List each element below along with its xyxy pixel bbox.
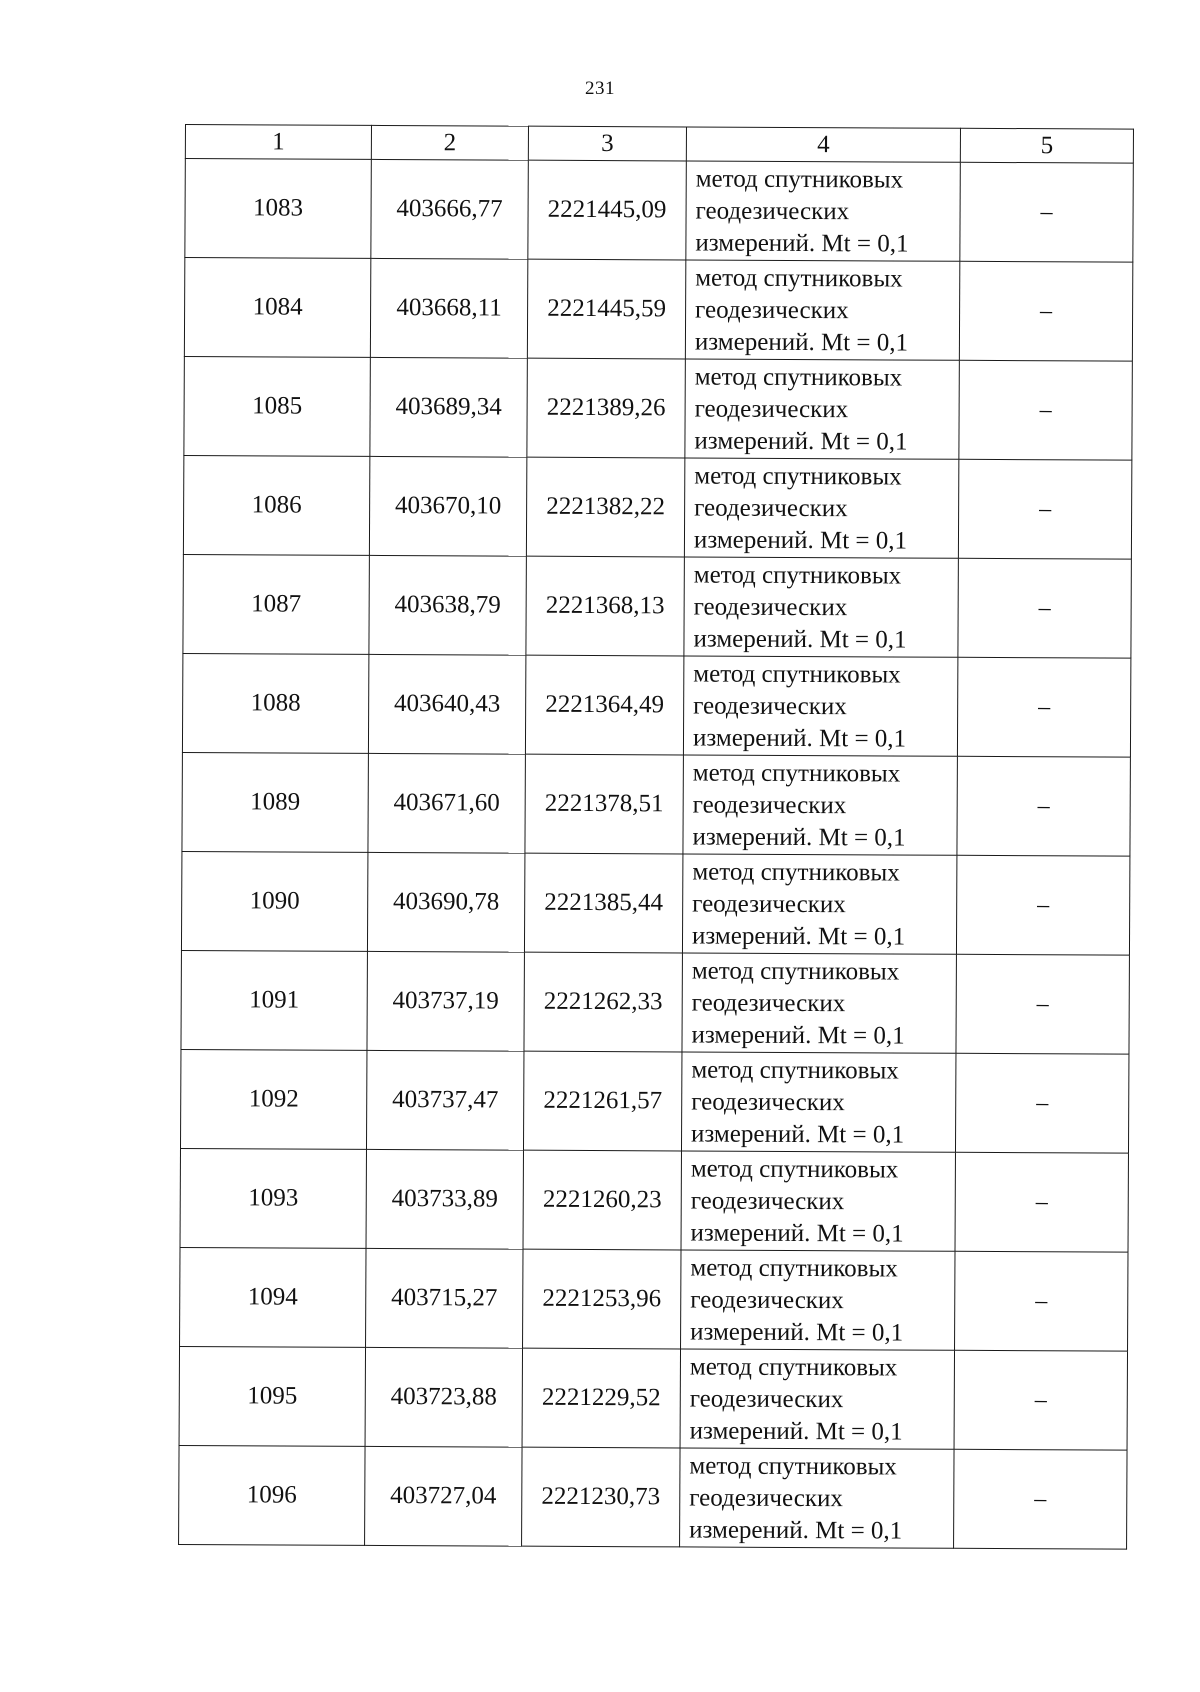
method-cell	[685, 359, 959, 459]
method-cell	[681, 1052, 955, 1152]
method-cell	[682, 854, 956, 954]
method-line: геодезических	[691, 1087, 845, 1116]
table-row	[179, 1445, 1127, 1549]
x-coordinate-cell: 403640,43	[368, 654, 525, 754]
method-line: измерений. Mt = 0,1	[692, 822, 906, 852]
method-cell	[684, 557, 958, 657]
method-line: геодезических	[695, 196, 850, 225]
method-cell	[684, 458, 958, 558]
method-line: измерений. Mt = 0,1	[691, 1119, 905, 1149]
note-cell: –	[957, 756, 1130, 856]
method-line: геодезических	[693, 691, 847, 720]
method-line: измерений. Mt = 0,1	[693, 624, 907, 654]
table-row	[179, 1346, 1127, 1450]
method-line: метод спутниковых	[692, 857, 900, 887]
note-cell: –	[954, 1350, 1127, 1450]
method-line: измерений. Mt = 0,1	[694, 327, 909, 357]
page-number: 231	[585, 78, 615, 99]
x-coordinate-cell: 403690,78	[367, 852, 524, 952]
note-cell: –	[960, 162, 1133, 262]
header-cell: 1	[185, 125, 371, 160]
point-number-cell: 1084	[184, 258, 370, 358]
point-number-cell: 1090	[181, 851, 367, 951]
method-cell	[681, 1151, 955, 1251]
note-cell: –	[958, 558, 1131, 658]
method-cell	[680, 1448, 954, 1548]
method-cell	[682, 953, 956, 1053]
table-body	[179, 159, 1134, 1550]
method-line: геодезических	[694, 394, 849, 423]
note-cell: –	[955, 1152, 1128, 1252]
note-cell: –	[955, 1053, 1128, 1153]
header-row	[185, 125, 1133, 164]
note-cell: –	[956, 954, 1129, 1054]
table-row	[184, 356, 1132, 460]
method-line: измерений. Mt = 0,1	[690, 1317, 904, 1347]
y-coordinate-cell: 2221364,49	[525, 655, 683, 755]
x-coordinate-cell: 403733,89	[366, 1149, 523, 1249]
y-coordinate-cell: 2221368,13	[526, 556, 684, 656]
x-coordinate-cell: 403670,10	[369, 456, 526, 556]
table-row	[182, 752, 1130, 856]
y-coordinate-cell: 2221382,22	[526, 457, 684, 557]
table-row	[180, 1148, 1128, 1252]
method-line: измерений. Mt = 0,1	[694, 426, 908, 456]
point-number-cell: 1086	[183, 455, 369, 555]
note-cell: –	[956, 855, 1129, 955]
method-line: метод спутниковых	[694, 461, 902, 491]
header-cell: 4	[686, 127, 960, 162]
note-cell: –	[957, 657, 1130, 757]
x-coordinate-cell: 403737,47	[366, 1050, 523, 1150]
note-cell: –	[959, 360, 1132, 460]
header-cell: 2	[371, 125, 528, 160]
x-coordinate-cell: 403689,34	[370, 357, 527, 457]
y-coordinate-cell: 2221389,26	[527, 358, 685, 458]
method-line: измерений. Mt = 0,1	[690, 1218, 904, 1248]
y-coordinate-cell: 2221260,23	[523, 1150, 681, 1250]
x-coordinate-cell: 403727,04	[365, 1446, 522, 1546]
method-line: геодезических	[691, 988, 846, 1017]
method-cell	[683, 656, 957, 756]
method-line: измерений. Mt = 0,1	[689, 1416, 903, 1446]
method-line: метод спутниковых	[694, 362, 903, 392]
method-line: метод спутниковых	[692, 758, 901, 788]
y-coordinate-cell: 2221445,59	[527, 259, 685, 359]
y-coordinate-cell: 2221378,51	[525, 754, 683, 854]
method-line: метод спутниковых	[695, 164, 904, 194]
method-line: метод спутниковых	[690, 1253, 898, 1282]
method-line: измерений. Mt = 0,1	[689, 1515, 903, 1545]
y-coordinate-cell: 2221385,44	[524, 853, 682, 953]
method-cell	[680, 1349, 954, 1449]
point-number-cell: 1095	[179, 1346, 365, 1446]
point-number-cell: 1085	[184, 356, 370, 456]
table-row	[184, 258, 1132, 362]
point-number-cell: 1093	[180, 1148, 366, 1248]
table-row	[181, 851, 1129, 955]
y-coordinate-cell: 2221445,09	[528, 160, 686, 260]
method-cell	[683, 755, 957, 855]
x-coordinate-cell: 403715,27	[366, 1248, 523, 1348]
method-cell	[685, 260, 959, 360]
point-number-cell: 1094	[180, 1247, 366, 1347]
method-line: геодезических	[693, 592, 848, 621]
y-coordinate-cell: 2221262,33	[524, 952, 682, 1052]
method-line: метод спутниковых	[689, 1352, 898, 1381]
point-number-cell: 1087	[183, 554, 369, 654]
header-cell: 3	[528, 126, 686, 161]
x-coordinate-cell: 403737,19	[367, 951, 524, 1051]
method-cell	[681, 1250, 955, 1350]
table-row	[180, 1049, 1128, 1153]
table-row	[185, 159, 1133, 263]
point-number-cell: 1096	[179, 1445, 365, 1545]
coordinates-table	[178, 124, 1134, 1550]
table-row	[181, 950, 1129, 1054]
x-coordinate-cell: 403723,88	[365, 1347, 522, 1447]
point-number-cell: 1089	[182, 752, 368, 852]
point-number-cell: 1083	[185, 159, 371, 259]
table-container	[178, 124, 1134, 1550]
x-coordinate-cell: 403638,79	[369, 555, 526, 655]
y-coordinate-cell: 2221261,57	[523, 1051, 681, 1151]
x-coordinate-cell: 403668,11	[370, 258, 527, 358]
method-line: измерений. Mt = 0,1	[695, 228, 909, 258]
method-line: метод спутниковых	[691, 1055, 899, 1084]
point-number-cell: 1092	[180, 1049, 366, 1149]
method-line: геодезических	[690, 1285, 844, 1314]
method-line: метод спутниковых	[693, 560, 902, 590]
method-line: метод спутниковых	[689, 1451, 897, 1480]
method-line: измерений. Mt = 0,1	[691, 921, 906, 951]
note-cell: –	[958, 459, 1131, 559]
method-line: геодезических	[695, 295, 849, 324]
note-cell: –	[955, 1251, 1128, 1351]
method-line: измерений. Mt = 0,1	[692, 723, 907, 753]
method-line: метод спутниковых	[695, 263, 903, 293]
x-coordinate-cell: 403666,77	[371, 159, 528, 259]
method-cell	[686, 161, 960, 261]
method-line: геодезических	[690, 1186, 845, 1215]
method-line: измерений. Mt = 0,1	[693, 525, 908, 555]
y-coordinate-cell: 2221229,52	[522, 1348, 680, 1448]
table-row	[183, 455, 1131, 559]
method-line: измерений. Mt = 0,1	[691, 1020, 905, 1050]
method-line: метод спутниковых	[690, 1154, 899, 1183]
method-line: геодезических	[692, 790, 847, 819]
table-row	[180, 1247, 1128, 1351]
method-line: геодезических	[692, 889, 846, 918]
point-number-cell: 1088	[182, 653, 368, 753]
method-line: метод спутниковых	[691, 956, 900, 986]
header-cell: 5	[960, 128, 1133, 163]
y-coordinate-cell: 2221253,96	[523, 1249, 681, 1349]
note-cell: –	[954, 1449, 1127, 1549]
method-line: геодезических	[689, 1384, 844, 1413]
table-row	[182, 653, 1130, 757]
table-row	[183, 554, 1131, 658]
note-cell: –	[959, 261, 1132, 361]
method-line: геодезических	[689, 1483, 843, 1512]
point-number-cell: 1091	[181, 950, 367, 1050]
y-coordinate-cell: 2221230,73	[522, 1447, 680, 1547]
x-coordinate-cell: 403671,60	[368, 753, 525, 853]
method-line: геодезических	[694, 493, 848, 522]
method-line: метод спутниковых	[693, 659, 901, 689]
